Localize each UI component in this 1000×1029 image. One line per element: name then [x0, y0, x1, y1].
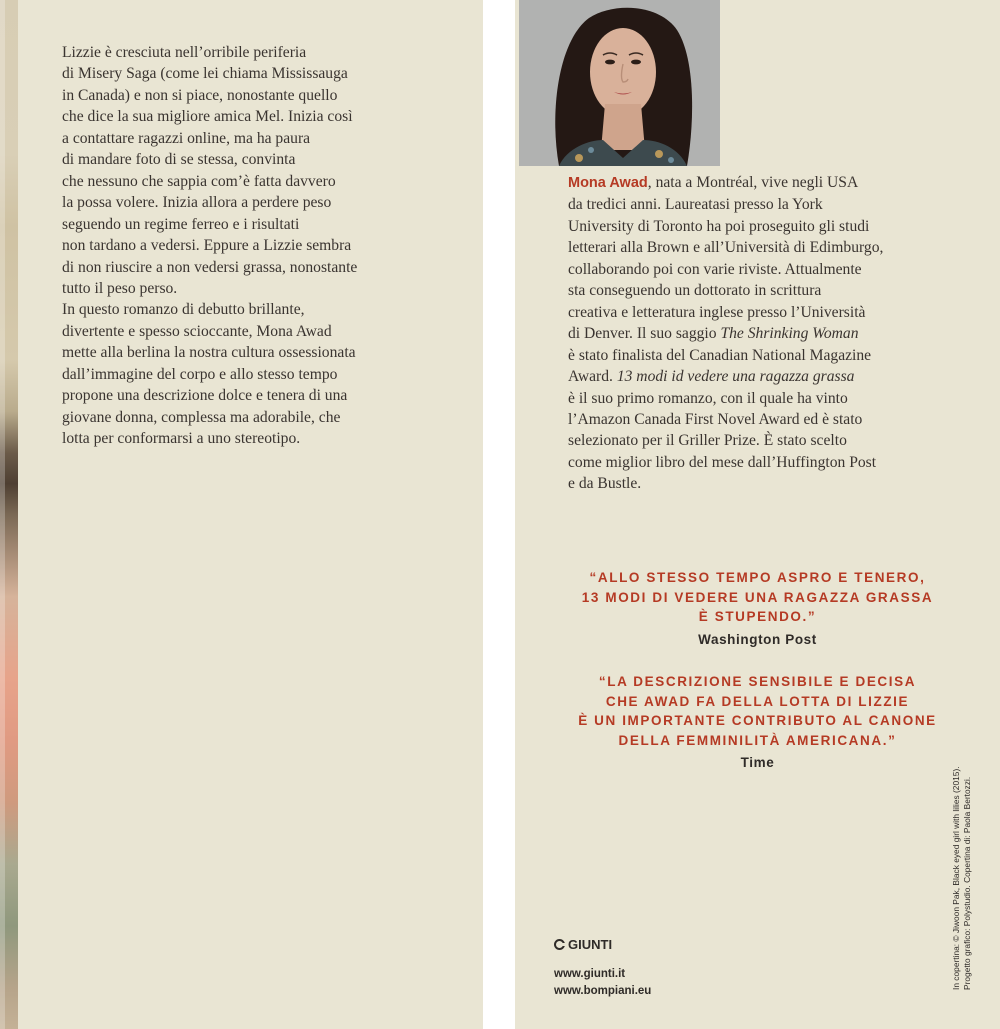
quote-source: Washington Post — [698, 631, 817, 647]
synopsis-line: dall’immagine del corpo e allo stesso tempo — [62, 365, 338, 383]
synopsis-line: Lizzie è cresciuta nell’orribile periferia — [62, 44, 307, 61]
bio-first-line: , nata a Montréal, vive negli USA — [647, 174, 859, 191]
bio-line — [568, 323, 968, 344]
author-name: Mona Awad — [568, 175, 648, 191]
synopsis-line: la possa volere. Inizia allora a perdere peso — [62, 194, 332, 212]
synopsis-line: In questo romanzo di debutto brillante, — [62, 301, 305, 319]
synopsis-line: che dice la sua migliore amica Mel. Inizia così — [62, 108, 353, 126]
bio-line: creativa e letteratura inglese presso l’Università — [568, 303, 866, 321]
bio-line: collaborando poi con varie riviste. Attualmente — [568, 260, 862, 278]
synopsis-line: in Canada) e non si piace, nonostante quello — [62, 86, 338, 104]
bio-line — [568, 366, 968, 387]
credit-line: In copertina: © Jiwoon Pak, Black eyed girl with lilies (2015). — [951, 766, 961, 990]
synopsis-line: di non riuscire a non vedersi grassa, nonostante — [62, 258, 358, 276]
essay-title: The Shrinking Woman — [720, 325, 859, 343]
quote-source: Time — [740, 755, 775, 770]
novel-title: 13 modi id vedere una ragazza grassa — [616, 368, 855, 386]
giunti-logo-icon — [554, 939, 565, 950]
bio-line — [568, 172, 968, 194]
quote-line: CHE AWAD FA DELLA LOTTA DI LIZZIE — [605, 693, 910, 709]
quote-line: DELLA FEMMINILITÀ AMERICANA.” — [618, 732, 897, 748]
quote-line: È UN IMPORTANTE CONTRIBUTO AL CANONE — [578, 713, 937, 728]
bio-line: letterari alla Brown e all’Università di Edimburgo, — [568, 239, 884, 257]
synopsis-line: lotta per conformarsi a uno stereotipo. — [62, 430, 301, 448]
quote-line: “LA DESCRIZIONE SENSIBILE E DECISA — [598, 674, 917, 689]
press-quote-time — [515, 672, 1000, 773]
credit-line: Progetto grafico: Polystudio. Copertina di: Paola Bertozzi. — [962, 776, 972, 990]
bio-line: selezionato per il Griller Prize. È stato scelto — [568, 432, 847, 450]
bio-line: sta conseguendo un dottorato in scrittura — [568, 282, 822, 300]
quote-line: “ALLO STESSO TEMPO ASPRO E TENERO, — [589, 570, 926, 585]
synopsis-line: seguendo un regime ferreo e i risultati — [62, 215, 300, 233]
quote-line: È STUPENDO.” — [698, 609, 817, 624]
bio-denver-text: di Denver. Il suo saggio — [568, 325, 721, 343]
synopsis-line: di Misery Saga (come lei chiama Mississauga — [62, 65, 348, 83]
synopsis-line: divertente e spesso scioccante, Mona Awad — [62, 322, 332, 340]
synopsis-line: non tardano a vedersi. Eppure a Lizzie sembra — [62, 237, 352, 255]
publisher-logo-text: GIUNTI — [568, 937, 613, 952]
synopsis-line: tutto il peso perso. — [62, 279, 178, 297]
publisher-link-giunti[interactable]: www.giunti.it — [554, 968, 626, 980]
publisher-logo — [554, 937, 612, 952]
press-quote-washington-post — [515, 568, 1000, 650]
bio-line: e da Bustle. — [568, 475, 642, 493]
cover-artwork-edge — [0, 0, 18, 1029]
synopsis-line: mette alla berlina la nostra cultura ossessionata — [62, 344, 356, 362]
synopsis-line: a contattare ragazzi online, ma ha paura — [62, 129, 311, 147]
synopsis-line: che nessuno che sappia com’è fatta davvero — [62, 172, 336, 190]
quote-line: 13 MODI DI VEDERE UNA RAGAZZA GRASSA — [581, 589, 934, 605]
bio-line: University di Toronto ha poi proseguito gli studi — [568, 217, 870, 235]
author-bio — [568, 172, 968, 495]
bio-line: l’Amazon Canada First Novel Award ed è stato — [568, 410, 863, 428]
cover-credits — [951, 766, 991, 990]
bio-line: da tredici anni. Laureatasi presso la York — [568, 196, 823, 214]
publisher-links — [554, 966, 651, 1000]
bio-line: è il suo primo romanzo, con il quale ha vinto — [568, 389, 848, 407]
author-portrait-image — [519, 0, 720, 166]
bio-award-text: Award. — [568, 368, 617, 386]
bio-line: è stato finalista del Canadian National Magazine — [568, 346, 872, 364]
synopsis-line: propone una descrizione dolce e tenera di una — [62, 387, 348, 405]
synopsis-line: di mandare foto di se stessa, convinta — [62, 151, 296, 169]
bio-line: come miglior libro del mese dall’Huffington Post — [568, 453, 877, 471]
synopsis-line: giovane donna, complessa ma adorabile, che — [62, 408, 341, 426]
synopsis-text — [62, 42, 462, 450]
publisher-link-bompiani[interactable]: www.bompiani.eu — [554, 985, 652, 997]
author-photo — [519, 0, 720, 166]
